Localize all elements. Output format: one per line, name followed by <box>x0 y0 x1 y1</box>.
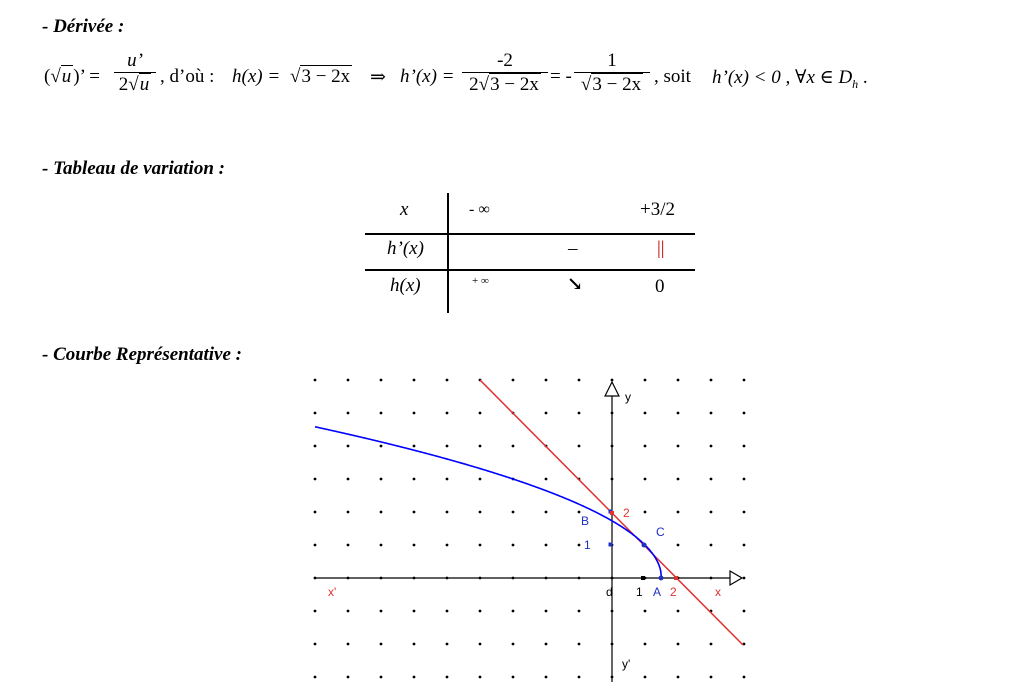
derivative-formula <box>44 50 944 106</box>
grid-dot <box>413 478 416 481</box>
equals-minus: = - <box>550 66 572 87</box>
grid-dot <box>347 445 350 448</box>
grid-dot <box>314 445 317 448</box>
forbidden-value-marker: || <box>657 238 665 259</box>
grid-dot <box>512 379 515 382</box>
grid-dot <box>479 511 482 514</box>
grid-dot <box>743 511 746 514</box>
h-radical: √3 − 2x <box>290 66 351 87</box>
grid-dot <box>545 643 548 646</box>
grid-dot <box>743 478 746 481</box>
grid-dot <box>413 676 416 679</box>
grid-dot <box>710 544 713 547</box>
x-end-value: +3/2 <box>640 199 675 220</box>
grid-dot <box>677 511 680 514</box>
grid-dot <box>380 379 383 382</box>
table-divider-1 <box>365 233 695 235</box>
grid-dot <box>380 511 383 514</box>
grid-dot <box>545 478 548 481</box>
label-2-x: 2 <box>670 585 677 599</box>
grid-dot <box>347 412 350 415</box>
row-h-label: h(x) <box>390 275 421 296</box>
grid-dot <box>677 610 680 613</box>
label-origin: d <box>606 585 613 599</box>
point-2-x-marker <box>674 576 678 580</box>
grid-dot <box>545 676 548 679</box>
grid-dot <box>644 676 647 679</box>
grid-dot <box>644 643 647 646</box>
row-derivative-label: h’(x) <box>387 238 424 259</box>
grid-dot <box>710 445 713 448</box>
grid-dot <box>314 412 317 415</box>
label-y-prime: y' <box>622 657 631 671</box>
grid-dot <box>347 544 350 547</box>
grid-dot <box>710 379 713 382</box>
grid-dot <box>479 478 482 481</box>
label-1-y: 1 <box>584 538 591 552</box>
grid-dot <box>479 676 482 679</box>
label-x-prime: x' <box>328 585 337 599</box>
grid-dot <box>347 511 350 514</box>
grid-dot <box>512 676 515 679</box>
grid-dot <box>380 676 383 679</box>
grid-dot <box>314 643 317 646</box>
grid-dot <box>446 478 449 481</box>
soit-text: , soit <box>654 66 691 87</box>
x-start-value: - ∞ <box>469 201 490 218</box>
grid-dot <box>347 676 350 679</box>
grid-dot <box>710 478 713 481</box>
grid-dot <box>578 412 581 415</box>
grid-dot <box>413 610 416 613</box>
grid-dot <box>677 445 680 448</box>
grid-dot <box>314 676 317 679</box>
grid-dot <box>743 379 746 382</box>
grid-dot <box>644 445 647 448</box>
grid-dot <box>479 445 482 448</box>
grid-dot <box>479 544 482 547</box>
derivative-sign: – <box>568 238 578 259</box>
grid-dot <box>677 412 680 415</box>
grid-dot <box>677 478 680 481</box>
y-axis-arrow-icon <box>605 382 619 396</box>
grid-dot <box>578 445 581 448</box>
grid-dot <box>446 412 449 415</box>
heading-tableau: - Tableau de variation : <box>42 158 225 179</box>
grid-dot <box>413 511 416 514</box>
label-y: y <box>625 390 631 404</box>
grid-dot <box>545 511 548 514</box>
grid-dot <box>446 676 449 679</box>
h-end-value: 0 <box>655 276 665 297</box>
grid-dot <box>710 511 713 514</box>
grid-dot <box>314 610 317 613</box>
grid-dot <box>380 445 383 448</box>
grid-dot <box>314 478 317 481</box>
grid-dot <box>677 676 680 679</box>
grid-dot <box>314 577 317 580</box>
label-A: A <box>653 585 662 599</box>
grid-dot <box>578 643 581 646</box>
grid-dot <box>446 379 449 382</box>
grid-dot <box>446 610 449 613</box>
grid-dot <box>380 610 383 613</box>
grid-dot <box>380 412 383 415</box>
grid-dot <box>446 643 449 646</box>
heading-courbe: - Courbe Représentative : <box>42 344 243 365</box>
grid-dot <box>347 643 350 646</box>
function-curve <box>315 427 662 578</box>
grid-dot <box>512 643 515 646</box>
h-start-value: + ∞ <box>472 275 489 287</box>
point-C-marker <box>642 543 647 548</box>
heading-derivee: - Dérivée : <box>42 16 125 37</box>
grid-dot <box>578 676 581 679</box>
fraction-u-prime: $\frac{u’}{2√u}$ <box>114 50 156 97</box>
grid-dot <box>644 610 647 613</box>
row-x-label: x <box>400 199 409 220</box>
grid-dot <box>545 412 548 415</box>
grid-dot <box>347 478 350 481</box>
grid-dot <box>512 445 515 448</box>
grid-dot <box>479 412 482 415</box>
label-2-y: 2 <box>623 506 630 520</box>
grid-dot <box>743 544 746 547</box>
function-graph <box>310 370 750 686</box>
h-prime-definition: h’(x) = <box>400 66 455 87</box>
grid-dot <box>710 676 713 679</box>
conclusion-text: h’(x) < 0 , ∀x ∈ $D_h$ . <box>712 67 868 91</box>
grid-dot <box>446 511 449 514</box>
grid-dot <box>413 445 416 448</box>
point-1-y-marker <box>609 543 613 547</box>
grid-dot <box>380 544 383 547</box>
grid-dot <box>578 379 581 382</box>
grid-dot <box>578 544 581 547</box>
grid-dot <box>578 511 581 514</box>
label-x: x <box>715 585 721 599</box>
grid-dot <box>677 643 680 646</box>
x-axis-arrow-icon <box>730 571 742 585</box>
grid-dot <box>644 412 647 415</box>
fraction-minus-two: $\frac{-2}{2√3 - 2x}$ <box>462 50 548 97</box>
sqrt-u-expr: (√u )’ = <box>44 66 100 87</box>
label-C: C <box>656 525 665 539</box>
grid-dot <box>578 610 581 613</box>
grid-dot <box>677 379 680 382</box>
grid-dot <box>314 544 317 547</box>
grid-dot <box>413 544 416 547</box>
grid-dot <box>512 610 515 613</box>
grid-dot <box>446 445 449 448</box>
grid-dot <box>314 379 317 382</box>
grid-dot <box>545 544 548 547</box>
variation-table <box>365 193 695 313</box>
table-divider-2 <box>365 269 695 271</box>
grid-dot <box>413 379 416 382</box>
grid-dot <box>314 511 317 514</box>
grid-dot <box>347 379 350 382</box>
grid-dot <box>413 412 416 415</box>
grid-dot <box>710 643 713 646</box>
grid-dot <box>743 412 746 415</box>
grid-dot <box>479 643 482 646</box>
grid-dots <box>314 379 746 679</box>
grid-dot <box>380 478 383 481</box>
tick-1-x-marker <box>641 576 645 580</box>
grid-dot <box>512 544 515 547</box>
grid-dot <box>743 445 746 448</box>
grid-dot <box>644 379 647 382</box>
grid-dot <box>644 478 647 481</box>
table-vertical-divider <box>447 193 449 313</box>
implies-symbol: ⇒ <box>370 67 386 88</box>
grid-dot <box>446 544 449 547</box>
point-A-marker <box>659 576 664 581</box>
grid-dot <box>479 610 482 613</box>
grid-dot <box>413 643 416 646</box>
decreasing-arrow-icon: ↘ <box>567 274 583 295</box>
grid-dot <box>545 610 548 613</box>
h-definition: h(x) = <box>232 66 281 87</box>
fraction-one: $\frac{1}{√3 - 2x}$ <box>574 50 650 97</box>
grid-dot <box>512 511 515 514</box>
grid-dot <box>743 676 746 679</box>
label-1-x: 1 <box>636 585 643 599</box>
grid-dot <box>644 511 647 514</box>
dou-text: , d’où : <box>160 66 215 87</box>
grid-dot <box>677 544 680 547</box>
label-B: B <box>581 514 590 528</box>
grid-dot <box>710 412 713 415</box>
grid-dot <box>545 379 548 382</box>
grid-dot <box>380 643 383 646</box>
grid-dot <box>347 610 350 613</box>
grid-dot <box>743 610 746 613</box>
point-2-y-marker <box>610 511 614 515</box>
